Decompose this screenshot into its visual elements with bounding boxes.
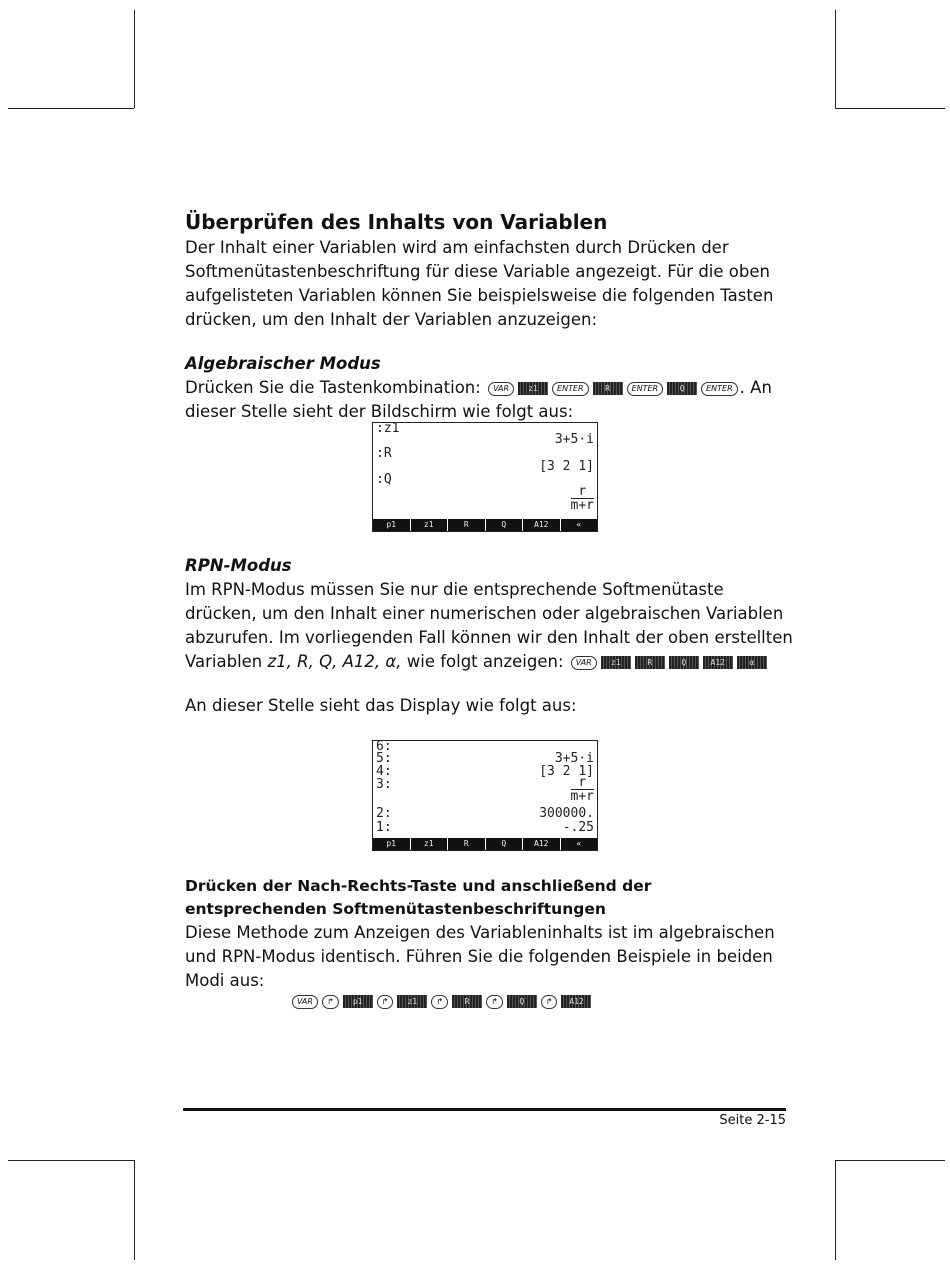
intro-paragraph: Der Inhalt einer Variablen wird am einfachsten durch Drücken der Softmenütastenbeschriftung für diese Variable angezeigt. Für die oben aufgelisteten Variablen können Sie beispielsweise die folgenden Tasten drücken, um den Inhalt der Variablen anzuzeigen: [185,238,774,329]
softmenu-bar [373,838,597,850]
stack-row: 5: 3+5·i [376,751,594,766]
right-shift-key[interactable]: ↱ [431,995,448,1009]
right-shift-key[interactable]: ↱ [486,995,503,1009]
softmenu-a12[interactable]: A12 [522,838,560,850]
softmenu-z1[interactable]: z1 [410,838,448,850]
z1-softkey[interactable]: z1 [601,656,631,669]
crop-mark [835,1160,945,1161]
crop-mark [134,1160,135,1260]
crop-mark [835,10,836,108]
a12-softkey[interactable]: A12 [561,995,591,1008]
softmenu-p1[interactable]: p1 [386,520,397,529]
crop-mark [134,10,135,108]
softmenu-r[interactable]: R [447,519,485,531]
stack-row: 3+5·i [554,432,594,447]
stack-row: 1: -.25 [376,820,594,835]
algebraic-line2: dieser Stelle sieht der Bildschirm wie folgt aus: [185,402,574,421]
var-key[interactable]: VAR [292,995,318,1009]
stack-row: [3 2 1] [539,459,594,474]
crop-mark [8,108,134,109]
stack-row: :Q [376,472,392,487]
softmenu-q[interactable]: Q [485,519,523,531]
fraction: $\frac{r}{m+r}$ [570,775,594,804]
softmenu-a12[interactable]: A12 [522,519,560,531]
algebraic-heading: Algebraischer Modus [185,354,381,373]
crop-mark [835,108,945,109]
rpn-paragraph: Im RPN-Modus müssen Sie nur die entsprechende Softmenütaste drücken, um den Inhalt einer numerischen oder algebraischen Variablen abzurufen. Im vorliegenden Fall können wir den Inhalt der oben erstellten Variablen z1, R, Q, A12, α, wie folgt anzeigen: VAR z1 R Q A12 α [185,580,793,671]
right-shift-key[interactable]: ↱ [322,995,339,1009]
calculator-screen-rpn [372,740,598,851]
fraction: $\frac{r}{m+r}$ [570,484,594,513]
rightshift-paragraph: Diese Methode zum Anzeigen des Variableninhalts ist im algebraischen und RPN-Modus identisch. Führen Sie die folgenden Beispiele in beiden Modi aus: [185,923,775,990]
stack-row: 3: $\frac{r}{m+r}$ [376,775,594,804]
alpha-softkey[interactable]: α [737,656,767,669]
q-softkey[interactable]: Q [669,656,699,669]
softmenu-q[interactable]: Q [485,838,523,850]
enter-key[interactable]: ENTER [552,382,589,396]
calculator-screen-algebraic [372,422,598,532]
enter-key[interactable]: ENTER [627,382,664,396]
softmenu-bar [373,519,597,531]
stack-row [376,485,594,515]
q-softkey[interactable]: Q [507,995,537,1008]
p1-softkey[interactable]: p1 [343,995,373,1008]
softmenu-alpha[interactable]: « [560,519,598,531]
var-key[interactable]: VAR [488,382,514,396]
r-softkey[interactable]: R [635,656,665,669]
crop-mark [835,1160,836,1260]
variable-list: z1, R, Q, A12, α, [267,652,402,671]
z1-softkey[interactable]: z1 [397,995,427,1008]
rightshift-heading: Drücken der Nach-Rechts-Taste und anschließend der entsprechenden Softmenütastenbeschriftungen [185,877,652,918]
crop-mark [8,1160,134,1161]
stack-row: 6: [376,740,392,754]
footer-rule [183,1108,786,1111]
stack-row: 4: [3 2 1] [376,764,594,779]
stack-row: :z1 [376,422,400,436]
r-softkey[interactable]: R [452,995,482,1008]
rpn-paragraph2: An dieser Stelle sieht das Display wie folgt aus: [185,696,577,715]
z1-softkey[interactable]: z1 [518,382,548,395]
a12-softkey[interactable]: A12 [703,656,733,669]
section-title: Überprüfen des Inhalts von Variablen [185,210,608,234]
rpn-heading: RPN-Modus [185,556,292,575]
rightshift-key-sequence [290,991,593,1010]
stack-row: :R [376,446,392,461]
q-softkey[interactable]: Q [667,382,697,395]
softmenu-z1[interactable]: z1 [410,519,448,531]
stack-row: 2: 300000. [376,806,594,821]
var-key[interactable]: VAR [571,656,597,670]
algebraic-line [185,376,795,400]
right-shift-key[interactable]: ↱ [377,995,394,1009]
right-shift-key[interactable]: ↱ [541,995,558,1009]
softmenu-alpha[interactable]: « [560,838,598,850]
algebraic-line-start: Drücken Sie die Tastenkombination: [185,378,481,397]
r-softkey[interactable]: R [593,382,623,395]
softmenu-p1[interactable]: p1 [386,839,397,848]
enter-key[interactable]: ENTER [701,382,738,396]
page-number: Seite 2-15 [719,1113,786,1128]
algebraic-line-end: . An [739,378,772,397]
softmenu-r[interactable]: R [447,838,485,850]
